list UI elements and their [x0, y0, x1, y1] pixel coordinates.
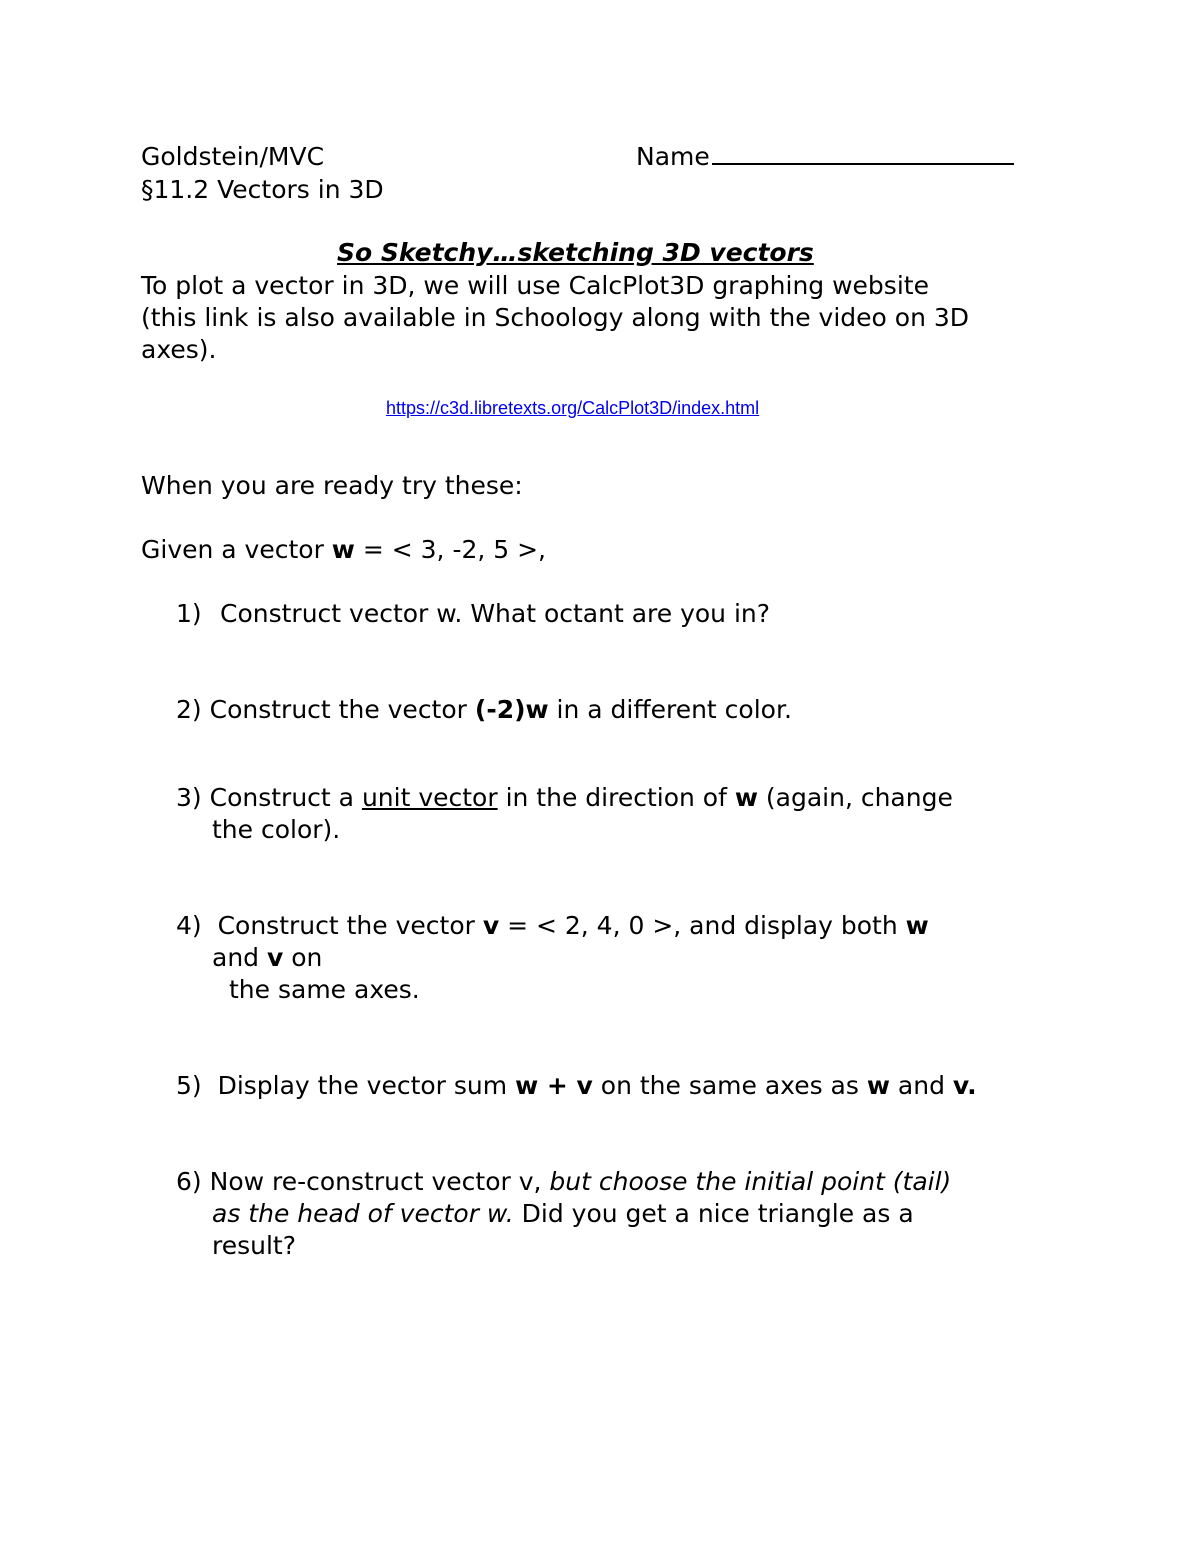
question-4-line-2v: v: [266, 943, 284, 972]
question-6-number: 6): [176, 1167, 202, 1196]
intro-line-2: (this link is also available in Schoology along with the video on 3D: [141, 303, 970, 332]
question-3-underlined: unit vector: [361, 783, 498, 812]
question-1-text: Construct vector w. What octant are you in?: [220, 599, 771, 628]
question-3-text-d: (again, change: [757, 783, 953, 812]
question-2: [176, 694, 792, 726]
question-4-text-a: Construct the vector: [217, 911, 483, 940]
question-4-line-2: [212, 942, 322, 974]
intro-line-3: axes).: [141, 335, 217, 364]
question-5-text-a: Display the vector sum: [217, 1071, 516, 1100]
question-6-text-a: Now re-construct vector v,: [209, 1167, 550, 1196]
question-4-line-2b: on: [283, 943, 323, 972]
question-4-v: v: [482, 911, 500, 940]
question-4-line-2a: and: [212, 943, 267, 972]
question-5-v: v.: [952, 1071, 977, 1100]
question-5: [176, 1070, 977, 1102]
question-5-and: and: [889, 1071, 953, 1100]
given-prefix: Given a vector: [141, 535, 332, 564]
question-6-italic: but choose the initial point (tail): [549, 1167, 952, 1196]
question-2-number: 2): [176, 695, 202, 724]
question-6-line-2: [212, 1198, 914, 1230]
name-label: Name: [636, 142, 710, 171]
question-3-text-a: Construct a: [209, 783, 362, 812]
question-4-number: 4): [176, 911, 202, 940]
question-1-number: 1): [176, 599, 202, 628]
question-6: [176, 1166, 951, 1198]
question-5-w: w: [866, 1071, 890, 1100]
question-6-line-2-italic: as the head of vector w.: [212, 1199, 514, 1228]
question-2-text-c: in a different color.: [548, 695, 792, 724]
question-1: [176, 598, 202, 630]
author-course: Goldstein/MVC: [141, 142, 325, 171]
question-3: [176, 782, 953, 814]
question-5-text-c: on the same axes as: [592, 1071, 867, 1100]
question-6-line-2-text: Did you get a nice triangle as a: [513, 1199, 914, 1228]
question-2-text-a: Construct the vector: [209, 695, 475, 724]
question-5-number: 5): [176, 1071, 202, 1100]
question-3-line-2: the color).: [212, 815, 341, 844]
question-3-text-c: in the direction of: [497, 783, 735, 812]
worksheet-title: So Sketchy…sketching 3D vectors: [337, 238, 814, 267]
calcplot3d-link[interactable]: https://c3d.libretexts.org/CalcPlot3D/index.html: [386, 398, 760, 418]
given-var: w: [331, 535, 355, 564]
question-2-expr: (-2)w: [474, 695, 549, 724]
intro-line-1: To plot a vector in 3D, we will use CalcPlot3D graphing website: [141, 271, 929, 300]
section-heading: §11.2 Vectors in 3D: [141, 175, 384, 204]
name-blank-line: [712, 163, 1014, 165]
question-4: [176, 910, 929, 942]
question-3-number: 3): [176, 783, 202, 812]
given-vector: [141, 534, 546, 566]
question-4-line-3: the same axes.: [229, 975, 420, 1004]
name-field: [636, 141, 1014, 173]
question-5-sum: w + v: [515, 1071, 593, 1100]
given-rest: = < 3, -2, 5 >,: [354, 535, 547, 564]
question-6-line-3: result?: [212, 1231, 296, 1260]
question-3-w: w: [734, 783, 758, 812]
question-4-text-b: = < 2, 4, 0 >, and display both: [499, 911, 906, 940]
ready-text: When you are ready try these:: [141, 471, 523, 500]
question-4-w: w: [905, 911, 929, 940]
